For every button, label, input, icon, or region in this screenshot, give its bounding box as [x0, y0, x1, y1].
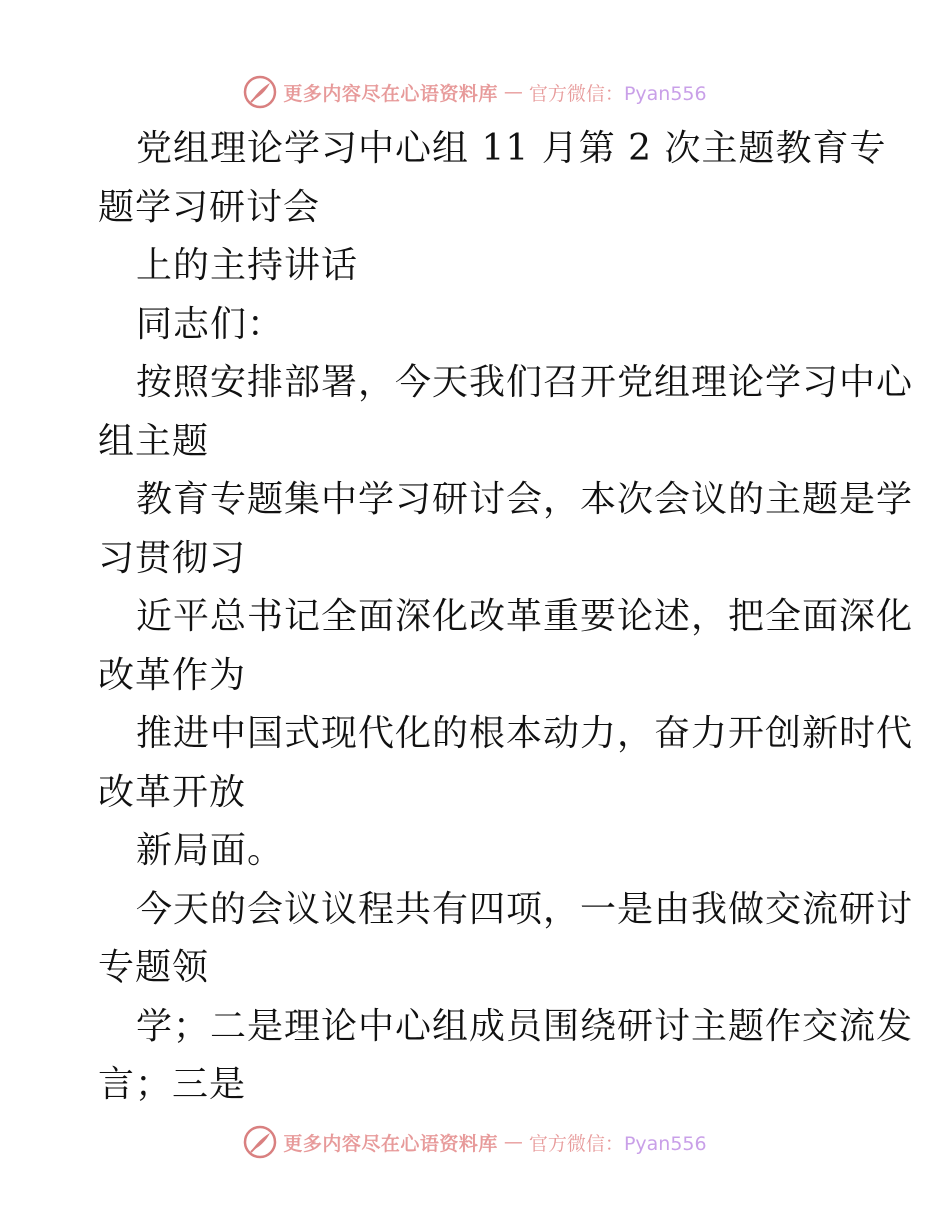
document-body [98, 120, 914, 1115]
doc-line: 按照安排部署，今天我们召开党组理论学习中心 [136, 362, 914, 403]
doc-line: 党组理论学习中心组 11 月第 2 次主题教育专 [136, 128, 887, 169]
doc-line: 改革作为 [98, 654, 247, 696]
header-banner [0, 72, 950, 112]
doc-line: 组主题 [98, 420, 210, 462]
doc-line: 推进中国式现代化的根本动力，奋力开创新时代 [136, 713, 914, 754]
doc-line: 改革开放 [98, 771, 247, 813]
doc-line: 今天的会议议程共有四项，一是由我做交流研讨 [136, 888, 914, 930]
header-banner-text: 更多内容尽在心语资料库 [283, 82, 498, 105]
footer-separator: — [503, 1131, 523, 1153]
quill-logo-icon [243, 1125, 277, 1159]
doc-line: 习贯彻习 [98, 537, 247, 579]
footer-banner-text: 更多内容尽在心语资料库 [283, 1132, 498, 1155]
header-wechat [529, 79, 707, 106]
footer-wechat-label: 官方微信： [528, 1132, 624, 1155]
doc-line: 专题领 [98, 947, 210, 988]
footer-banner [0, 1122, 950, 1162]
quill-logo-icon [243, 75, 277, 109]
doc-line: 近平总书记全面深化改革重要论述，把全面深化 [136, 596, 914, 637]
doc-line: 题学习研讨会 [98, 186, 321, 228]
header-wechat-label: 官方微信： [528, 82, 624, 105]
doc-line: 学；二是理论中心组成员围绕研讨主题作交流发 [136, 1005, 914, 1047]
doc-line: 同志们： [136, 303, 285, 345]
header-wechat-id: Pyan556 [623, 82, 707, 105]
doc-line: 言；三是 [98, 1064, 247, 1105]
footer-wechat [529, 1129, 707, 1156]
doc-line: 新局面。 [136, 830, 285, 871]
doc-line: 上的主持讲话 [136, 245, 359, 286]
footer-wechat-id: Pyan556 [623, 1132, 707, 1155]
header-separator: — [503, 81, 523, 103]
doc-line: 教育专题集中学习研讨会，本次会议的主题是学 [136, 479, 914, 520]
